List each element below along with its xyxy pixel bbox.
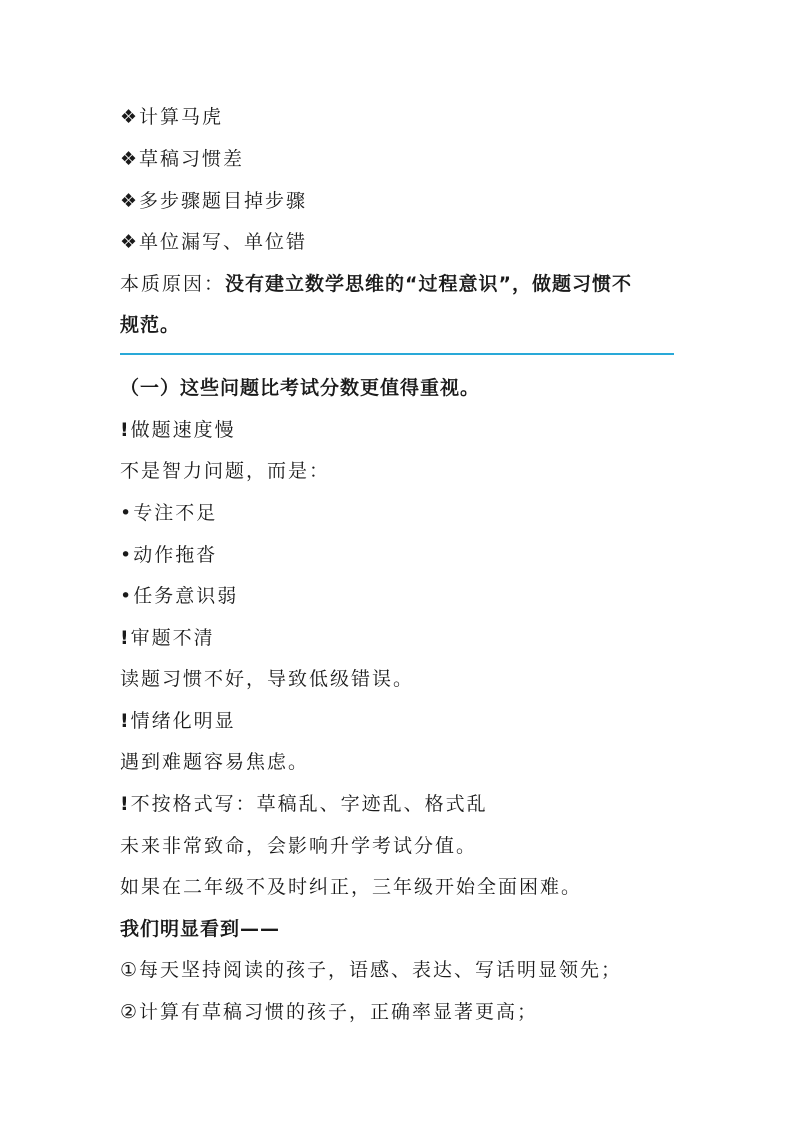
observed-item: ②计算有草稿习惯的孩子，正确率显著更高；	[120, 1001, 539, 1023]
diamond-bullet-icon: ❖	[120, 190, 140, 212]
diamond-bullet-icon: ❖	[120, 148, 140, 170]
bullet-item	[120, 104, 223, 130]
essence-label: 本质原因：	[120, 273, 226, 295]
issue-title-text: 审题不清	[130, 627, 215, 649]
dot-bullet-icon: •	[120, 544, 134, 566]
format-body-1: 未来非常致命，会影响升学考试分值。	[120, 835, 478, 857]
issue-title-text: 不按格式写：草稿乱、字迹乱、格式乱	[130, 793, 488, 815]
bullet-item	[120, 146, 244, 172]
issue-title-text: 做题速度慢	[130, 419, 236, 441]
bullet-item	[120, 188, 307, 214]
diamond-bullet-icon: ❖	[120, 106, 140, 128]
emotion-body: 遇到难题容易焦虑。	[120, 751, 310, 773]
format-body-2: 如果在二年级不及时纠正，三年级开始全面困难。	[120, 876, 583, 898]
essence-text-line1: 没有建立数学思维的“过程意识”，做题习惯不	[225, 273, 632, 295]
list-item-text: 任务意识弱	[133, 585, 239, 607]
bullet-text: 计算马虎	[139, 106, 224, 128]
exclamation-icon: !	[120, 793, 131, 815]
review-body: 读题习惯不好，导致低级错误。	[120, 668, 415, 690]
list-item-text: 专注不足	[133, 502, 218, 524]
list-item	[120, 583, 238, 609]
essence-paragraph	[120, 271, 632, 297]
exclamation-icon: !	[120, 710, 131, 732]
issue-title-text: 情绪化明显	[130, 710, 236, 732]
list-item	[120, 500, 217, 526]
issue-title-emotion	[120, 708, 236, 734]
section-divider	[120, 353, 674, 355]
bullet-text: 草稿习惯差	[139, 148, 245, 170]
essence-text-line2: 规范。	[120, 314, 181, 336]
list-item-text: 动作拖沓	[133, 544, 218, 566]
exclamation-icon: !	[120, 627, 131, 649]
bullet-text: 单位漏写、单位错	[139, 231, 308, 253]
bullet-text: 多步骤题目掉步骤	[139, 190, 308, 212]
bullet-item	[120, 229, 307, 255]
observed-item: ①每天坚持阅读的孩子，语感、表达、写话明显领先；	[120, 959, 623, 981]
exclamation-icon: !	[120, 419, 131, 441]
issue-title-format	[120, 791, 488, 817]
speed-intro: 不是智力问题，而是：	[120, 460, 331, 482]
issue-title-review	[120, 625, 215, 651]
observed-heading: 我们明显看到——	[120, 918, 281, 940]
dot-bullet-icon: •	[120, 502, 134, 524]
dot-bullet-icon: •	[120, 585, 134, 607]
diamond-bullet-icon: ❖	[120, 231, 140, 253]
issue-title-speed	[120, 417, 236, 443]
list-item	[120, 542, 217, 568]
section-heading: （一）这些问题比考试分数更值得重视。	[120, 377, 481, 399]
